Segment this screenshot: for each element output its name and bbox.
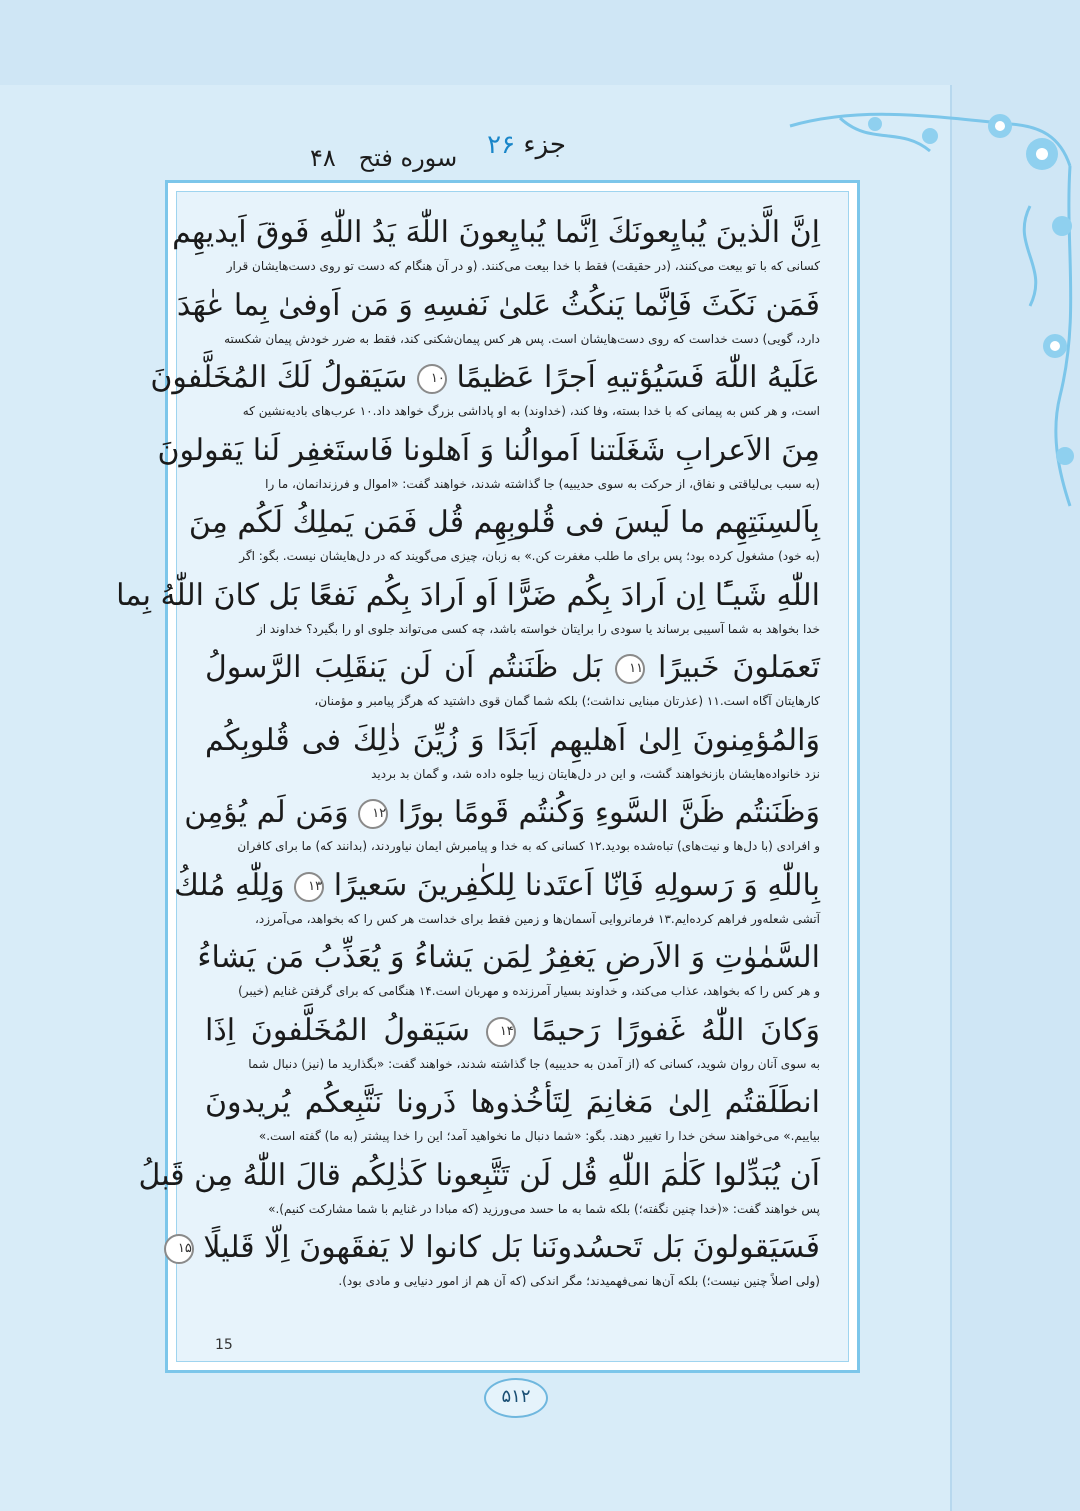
juz-label [487,130,566,160]
verse-line [150,355,820,428]
verse-line [177,1225,820,1298]
persian-translation: نزد خانواده‌هایشان بازنخواهند گشت، و این در دل‌هایتان زیبا جلوه داده شد، و گمان بد بردید [371,766,820,781]
arabic-segment: اِنَّ الَّذینَ یُبایِعونَكَ اِنَّما یُبایِعونَ اللّٰهَ یَدُ اللّٰهِ فَوقَ اَیدیهِم [172,215,820,250]
arabic-segment: تَعمَلونَ خَبیرًا [657,650,820,685]
surah-label [310,144,457,172]
arabic-segment: سَیَقولُ المُخَلَّفونَ اِذَا [205,1012,471,1048]
persian-translation: (به خود) مشغول كرده بود؛ پس برای ما طلب مغفرت كن.» به زبان، چیزی می‌گویند كه در دل‌هایشان نیست. بگو: اگر [239,549,820,563]
ayah-number-marker: ۱۰ [417,364,447,394]
verse-line [116,573,820,646]
surah-number: ۴۸ [310,144,336,172]
arabic-text [176,283,820,329]
persian-translation: خدا بخواهد به شما آسیبی برساند یا سودی را برایتان خواسته باشد، چه كسی می‌تواند جلوی او را بگیرد؟ خداوند از [256,621,820,636]
arabic-text [184,790,820,836]
arabic-segment: وَالمُؤمِنونَ اِلیٰ اَهلیهِم اَبَدًا وَ زُیِّنَ ذٰلِكَ فی قُلوبِكُم [205,722,820,758]
arabic-text [138,1153,820,1199]
arabic-text [174,863,820,909]
ayah-number-marker: ۱۲ [358,799,388,829]
page-number-badge: ۵۱۲ [484,1378,548,1418]
persian-translation: (ولی اصلاً چنین نیست؛) بلكه آن‌ها نمی‌فهمیدند؛ مگر اندكی (كه آن هم از امور دنیایی و مادی بود). [338,1274,820,1288]
arabic-segment: اللّٰهِ شَیـًٔا اِن اَرادَ بِكُم ضَرًّا اَو اَرادَ بِكُم نَفعًا بَل كانَ اللّٰهُ بِما [116,577,820,613]
arabic-segment: وَلِلّٰهِ مُلكُ [174,867,285,903]
arabic-text [150,355,820,401]
arabic-text [205,1080,820,1126]
persian-translation: دارد، گویی) دست خداست كه روی دست‌هایشان است. پس هر كس پیمان‌شكنی كند، فقط به ضرر خودش پیمان شكسته [224,331,820,346]
arabic-text [157,428,820,474]
arabic-segment: وَظَنَنتُم ظَنَّ السَّوءِ وَكُنتُم قَومًا بورًا [397,795,820,830]
verse-line [205,1080,820,1153]
verse-line [157,428,820,501]
arabic-segment: السَّمٰوٰتِ وَ الاَرضِ یَغفِرُ لِمَن یَشاءُ وَ یُعَذِّبُ مَن یَشاءُ [197,940,820,975]
verse-line [205,645,820,718]
verse-line [174,863,820,936]
arabic-segment: فَسَیَقولونَ بَل تَحسُدونَنا بَل كانوا لا یَفقَهونَ اِلّا قَلیلًا [203,1230,820,1265]
verse-line [188,500,820,573]
arabic-text [205,718,820,764]
persian-translation: آتشی شعله‌ور فراهم كرده‌ایم.۱۳ فرمانروایی آسمان‌ها و زمین فقط برای خداست هر كس را كه بخواهد، می‌آمرزد، [255,911,820,926]
persian-translation: است، و هر كس به پیمانی كه با خدا بسته، وفا كند، (خداوند) به او پاداشی بزرگ خواهد داد.۱۰ عرب‌های بادیه‌نشین كه [242,404,820,418]
juz-number: ۲۶ [487,130,516,160]
arabic-segment: مِنَ الاَعرابِ شَغَلَتنا اَموالُنا وَ اَهلونا فَاستَغفِر لَنا یَقولونَ [157,432,820,468]
verse-line [138,1153,820,1226]
arabic-segment: بِاللّٰهِ وَ رَسولِهِ فَاِنّا اَعتَدنا لِلكٰفِرینَ سَعیرًا [333,867,820,903]
arabic-text [197,935,820,981]
arabic-segment: وَكانَ اللّٰهُ غَفورًا رَحیمًا [531,1012,821,1048]
ayah-number-marker: ۱۴ [486,1017,516,1047]
persian-translation: بیاییم.» می‌خواهند سخن خدا را تغییر دهند. بگو: «شما دنبال ما نخواهید آمد؛ این را خدا پیشتر (به ما) گفته است.» [258,1129,820,1143]
verse-line [176,283,820,356]
page-header [300,130,580,176]
text-area [116,191,849,1362]
persian-translation: و هر كس را كه بخواهد، عذاب می‌كند، و خداوند بسیار آمرزنده و مهربان است.۱۴ هنگامی كه برای گرفتن غنایم (خیبر) [238,984,820,998]
ayah-number-marker: ۱۳ [294,872,324,902]
juz-word: جزء [523,130,566,160]
ayah-number-marker: ۱۱ [615,654,645,684]
arabic-segment: اَن یُبَدِّلوا كَلٰمَ اللّٰهِ قُل لَن تَتَّبِعونا كَذٰلِكُم قالَ اللّٰهُ مِن قَبلُ [138,1157,820,1193]
persian-translation: پس خواهند گفت: «(خدا چنین نگفته؛) بلكه شما به ما حسد می‌ورزید (كه مبادا در غنایم با شما مشاركت كنیم).» [268,1201,820,1216]
arabic-text [188,500,820,546]
persian-translation: به سوی آنان روان شوید، كسانی كه (از آمدن به حدیبیه) جا گذاشته شدند، خواهند گفت: «بگذارید ما (نیز) دنبال شما [248,1056,820,1071]
persian-translation: كارهایتان آگاه است.۱۱ (عذرتان مبنایی نداشت؛) بلكه شما گمان قوی داشتید كه هرگز پیامبر و مؤمنان، [314,694,820,708]
persian-translation: و افرادی (با دل‌ها و نیت‌های) تباه‌شده بودید.۱۲ كسانی كه به خدا و پیامبرش ایمان نیاوردند، (بدانند كه) ما برای كافران [237,839,820,853]
arabic-segment: بِاَلسِنَتِهِم ما لَیسَ فی قُلوبِهِم قُل فَمَن یَملِكُ لَكُم مِنَ [188,505,820,540]
arabic-text [116,573,820,619]
verse-line [184,790,820,863]
arabic-segment: وَمَن لَم یُؤمِن [184,795,349,830]
arabic-segment: سَیَقولُ لَكَ المُخَلَّفونَ [150,360,408,395]
arabic-segment: عَلَیهُ اللّٰهَ فَسَیُؤتیهِ اَجرًا عَظیمًا [456,360,820,395]
verse-line [205,718,820,791]
persian-translation: كسانی كه با تو بیعت می‌كنند، (در حقیقت) فقط با خدا بیعت می‌كنند. (و در آن هنگام كه دست تو روی دست‌هایشان قرار [226,259,820,273]
arabic-segment: انطَلَقتُم اِلیٰ مَغانِمَ لِتَأخُذوها ذَرونا نَتَّبِعكُم یُریدونَ [205,1085,820,1120]
arabic-segment: فَمَن نَكَثَ فَاِنَّما یَنكُثُ عَلیٰ نَفسِهِ وَ مَن اَوفیٰ بِما عٰهَدَ [176,287,820,323]
page-frame [116,180,860,1373]
verse-line [197,935,820,1008]
arabic-text [205,1008,820,1054]
verse-line [172,210,820,283]
surah-word: سوره فتح [358,144,458,172]
arabic-segment: بَل ظَنَنتُم اَن لَن یَنقَلِبَ الرَّسولُ [205,650,603,685]
arabic-text [172,210,820,256]
ayah-number-marker: ۱۵ [164,1234,194,1264]
bottom-page-number: 15 [215,1337,233,1353]
persian-translation: (به سبب بی‌لیاقتی و نفاق، از حركت به سوی حدیبیه) جا گذاشته شدند، خواهند گفت: «اموال و فرزندانمان، ما را [265,476,820,491]
verse-lines [116,210,821,1298]
arabic-text [177,1225,820,1271]
verse-line [205,1008,820,1081]
arabic-text [205,645,820,691]
